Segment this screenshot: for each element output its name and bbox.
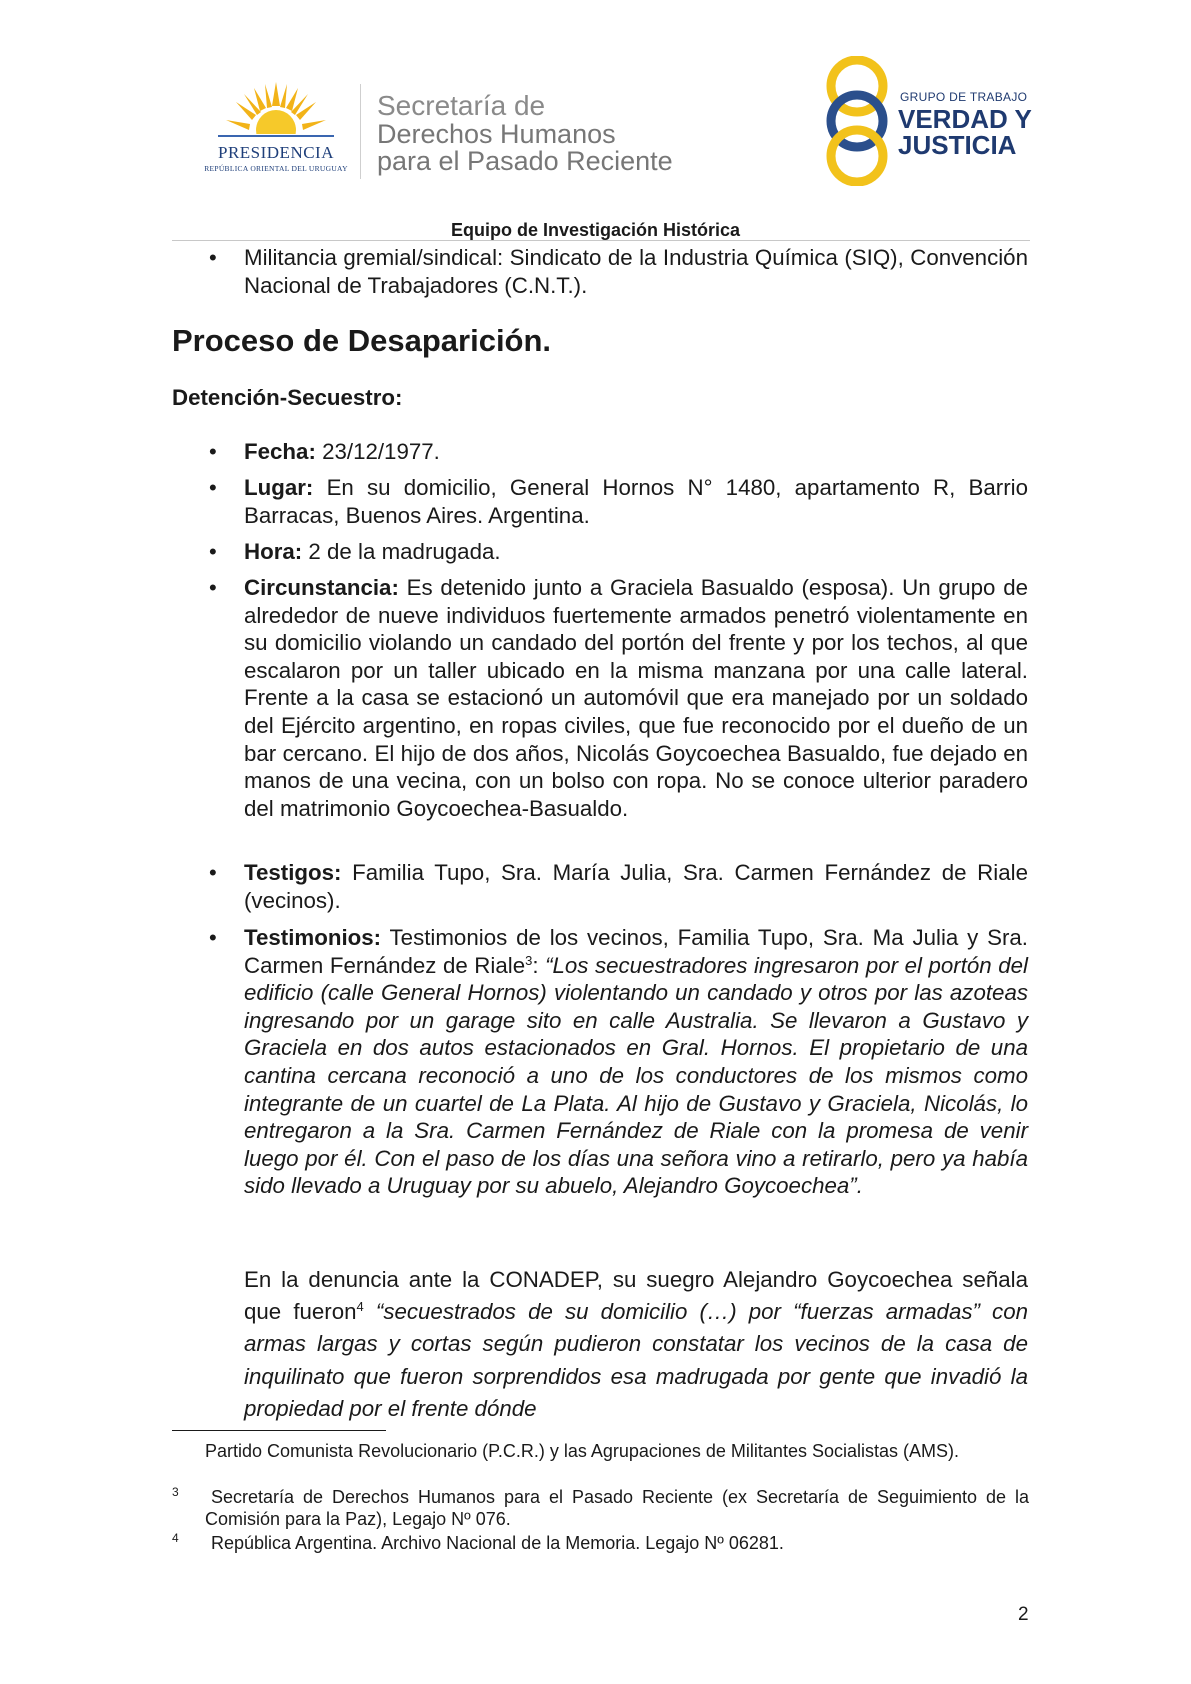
circunstancia-item	[244, 574, 1028, 822]
secretaria-line2: Derechos Humanos	[377, 119, 616, 149]
testimonios-colon: :	[532, 952, 546, 978]
circunstancia-value: Es detenido junto a Graciela Basualdo (esposa). Un grupo de alrededor de nueve individuos fuertemente armados penetró violentamente en su domicilio violando un candado del portón del frente y por los techos, al que escalaron por un taller ubicado en la misma manzana por una calle lateral. Frente a la casa se estacionó un automóvil que era manejado por un soldado del Ejército argentino, en ropas civiles, que fue reconocido por el dueño de un bar cercano. El hijo de dos años, Nicolás Goycoechea Basualdo, fue dejado en manos de una vecina, con un bolso con ropa. No se conoce ulterior paradero del matrimonio Goycoechea-Basualdo.	[244, 575, 1028, 821]
hora-value: 2 de la madrugada.	[302, 539, 501, 564]
testimonios-value: Testimonios de los vecinos, Familia Tupo, Sra. Ma Julia y Sra. Carmen Fernández de Riale	[244, 925, 1028, 978]
footnote-continuation: Partido Comunista Revolucionario (P.C.R.) y las Agrupaciones de Militantes Socialistas (AMS).	[205, 1441, 959, 1461]
footnote-3-text: Secretaría de Derechos Humanos para el Pasado Reciente (ex Secretaría de Seguimiento de la Comisión para la Paz), Legajo Nº 076.	[205, 1487, 1029, 1530]
footnote-ref-3[interactable]: 3	[525, 952, 533, 968]
bullet-icon: •	[209, 539, 217, 564]
section-subheading: Detención-Secuestro:	[172, 385, 403, 410]
circunstancia-label: Circunstancia:	[244, 575, 399, 600]
footnote-rule	[172, 1430, 386, 1431]
secretaria-logo-text	[377, 90, 707, 175]
footnote-3-number: 3	[172, 1485, 179, 1499]
secretaria-line1: Secretaría de	[377, 90, 546, 121]
bullet-icon: •	[209, 475, 217, 500]
team-title: Equipo de Investigación Histórica	[450, 220, 741, 240]
header-rule	[172, 240, 1030, 241]
secretaria-line3: para el Pasado Reciente	[377, 146, 673, 176]
lugar-label: Lugar:	[244, 475, 314, 500]
bullet-icon: •	[209, 925, 217, 950]
testimonios-item	[244, 924, 1028, 1200]
conadep-intro: En la denuncia ante la CONADEP, su suegro Alejandro Goycoechea señala que fueron	[244, 1267, 1028, 1325]
grupo-small-text: GRUPO DE TRABAJO	[900, 90, 1028, 104]
fecha-item	[244, 438, 1028, 466]
bullet-icon: •	[209, 439, 217, 464]
conadep-quote: “secuestrados de su domicilio (…) por “fuerzas armadas” con armas largas y cortas según pudieron constatar los vecinos de la casa de inquilinato que fueron sorprendidos esa madrugada por gente que invadió la propiedad por el frente dónde	[244, 1299, 1028, 1421]
bullet-icon: •	[209, 245, 217, 270]
rings-emblem-icon	[822, 56, 892, 186]
footnote-4-text: República Argentina. Archivo Nacional de la Memoria. Legajo Nº 06281.	[211, 1533, 784, 1553]
sun-emblem-icon	[196, 80, 356, 146]
lugar-item	[244, 474, 1028, 529]
conadep-paragraph	[244, 1264, 1028, 1425]
grupo-verdad-text: VERDAD Y	[898, 104, 1032, 134]
lugar-value: En su domicilio, General Hornos N° 1480, apartamento R, Barrio Barracas, Buenos Aires. Argentina.	[244, 475, 1028, 528]
bullet-icon: •	[209, 860, 217, 885]
presidencia-title: PRESIDENCIA	[217, 143, 334, 162]
logo-divider	[360, 84, 361, 179]
grupo-verdad-justicia-logo	[822, 56, 1072, 186]
testimonios-label: Testimonios:	[244, 925, 382, 950]
testigos-label: Testigos:	[244, 860, 342, 885]
footnote-4-number: 4	[172, 1531, 179, 1545]
page-number: 2	[1018, 1604, 1029, 1625]
presidencia-subtitle: REPÚBLICA ORIENTAL DEL URUGUAY	[204, 164, 348, 173]
section-heading: Proceso de Desaparición.	[172, 323, 552, 358]
footnote-ref-4[interactable]: 4	[356, 1299, 364, 1315]
grupo-justicia-text: JUSTICIA	[898, 130, 1017, 160]
fecha-label: Fecha:	[244, 439, 316, 464]
hora-label: Hora:	[244, 539, 303, 564]
testigos-item	[244, 859, 1028, 914]
militancia-item: Militancia gremial/sindical: Sindicato de la Industria Química (SIQ), Convención Nacional de Trabajadores (C.N.T.).	[244, 245, 1028, 298]
presidencia-logo	[196, 80, 356, 180]
conadep-space	[364, 1299, 376, 1324]
testimonios-quote: “Los secuestradores ingresaron por el portón del edificio (calle General Hornos) violentando un candado y otros por las azoteas ingresando por un garage sito en calle Australia. Se llevaron a Gustavo y Graciela en dos autos estacionados en Gral. Hornos. El propietario de una cantina cercana reconoció a uno de los conductores de los mismos como integrante de un cuartel de La Plata. Al hijo de Gustavo y Graciela, Nicolás, lo entregaron a la Sra. Carmen Fernández de Riale con la promesa de venir luego por él. Con el paso de los días una señora vino a retirarlo, pero ya había sido llevado a Uruguay por su abuelo, Alejandro Goycoechea”.	[244, 952, 1028, 1199]
testigos-value: Familia Tupo, Sra. María Julia, Sra. Carmen Fernández de Riale (vecinos).	[244, 860, 1028, 913]
bullet-icon: •	[209, 575, 217, 600]
hora-item	[244, 538, 1028, 566]
fecha-value: 23/12/1977.	[315, 439, 440, 464]
